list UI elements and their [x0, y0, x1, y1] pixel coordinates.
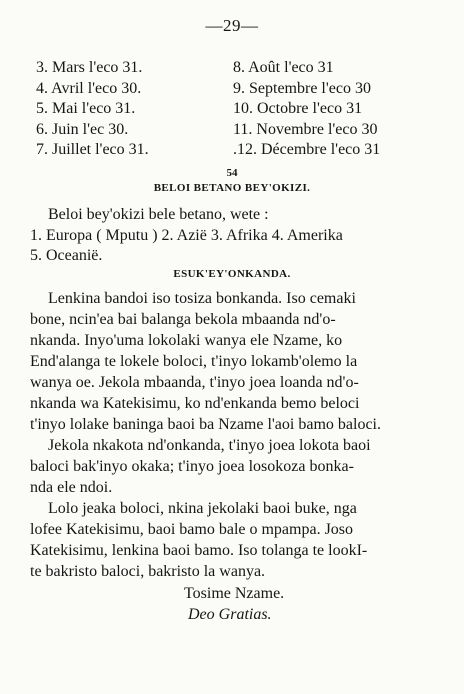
- text-line: Lenkina bandoi iso tosiza bonkanda. Iso cemaki: [48, 290, 356, 307]
- month-row: 11. Novembre l'eco 30: [233, 120, 378, 138]
- closing-line: Tosime Nzame.: [184, 585, 285, 602]
- heading-continents: BELOI BETANO BEY'OKIZI.: [153, 182, 311, 194]
- text-line: nkanda wa Katekisimu, ko nd'enkanda bemo beloci: [30, 395, 360, 412]
- months-right-column: [233, 58, 380, 161]
- text-line: lofee Katekisimu, baoi bamo bale o mpampa. Joso: [30, 521, 354, 538]
- text-line: bone, ncin'ea bai balanga bekola mbaanda nd'o-: [30, 311, 336, 328]
- month-row: 4. Avril l'eco 30.: [36, 79, 142, 97]
- month-row: 8. Août l'eco 31: [233, 59, 334, 76]
- heading-book-story: ESUK'EY'ONKANDA.: [173, 268, 291, 280]
- month-row: .12. Décembre l'eco 31: [233, 141, 381, 158]
- closing-latin: Deo Gratias.: [188, 606, 272, 623]
- month-row: 9. Septembre l'eco 30: [233, 79, 371, 97]
- text-line: baloci bak'inyo okaka; t'inyo joea losokoza bonka-: [30, 458, 354, 475]
- month-row: 6. Juin l'ec 30.: [36, 120, 129, 138]
- text-line: Lolo jeaka boloci, nkina jekolaki baoi buke, nga: [48, 500, 357, 517]
- month-row: 7. Juillet l'eco 31.: [36, 141, 149, 158]
- months-left-column: [36, 58, 149, 161]
- text-line: te bakristo baloci, bakristo la wanya.: [30, 563, 266, 580]
- text-line: t'inyo lolake baninga baoi ba Nzame l'aoi bamo baloci.: [30, 416, 381, 433]
- page-number: —29—: [205, 16, 259, 35]
- text-line: nda ele ndoi.: [30, 479, 113, 496]
- month-row: 10. Octobre l'eco 31: [233, 100, 363, 117]
- text-line: End'alanga te lokele boloci, t'inyo lokamb'olemo la: [30, 353, 358, 370]
- section-number: 54: [226, 167, 238, 179]
- month-row: 5. Mai l'eco 31.: [36, 100, 136, 117]
- text-line: wanya oe. Jekola mbaanda, t'inyo joea loanda nd'o-: [30, 374, 359, 391]
- month-row: 3. Mars l'eco 31.: [36, 59, 143, 76]
- text-line: Jekola nkakota nd'onkanda, t'inyo joea lokota baoi: [48, 437, 371, 454]
- text-line: 1. Europa ( Mputu ) 2. Azië 3. Afrika 4. Amerika: [30, 227, 343, 244]
- text-line: nkanda. Inyo'uma lokolaki wanya ele Nzame, ko: [30, 332, 343, 349]
- text-line: Katekisimu, lenkina baoi bamo. Iso tolanga te lookI-: [30, 542, 368, 559]
- text-line: 5. Oceanië.: [30, 247, 103, 264]
- text-line: Beloi bey'okizi bele betano, wete :: [48, 206, 269, 223]
